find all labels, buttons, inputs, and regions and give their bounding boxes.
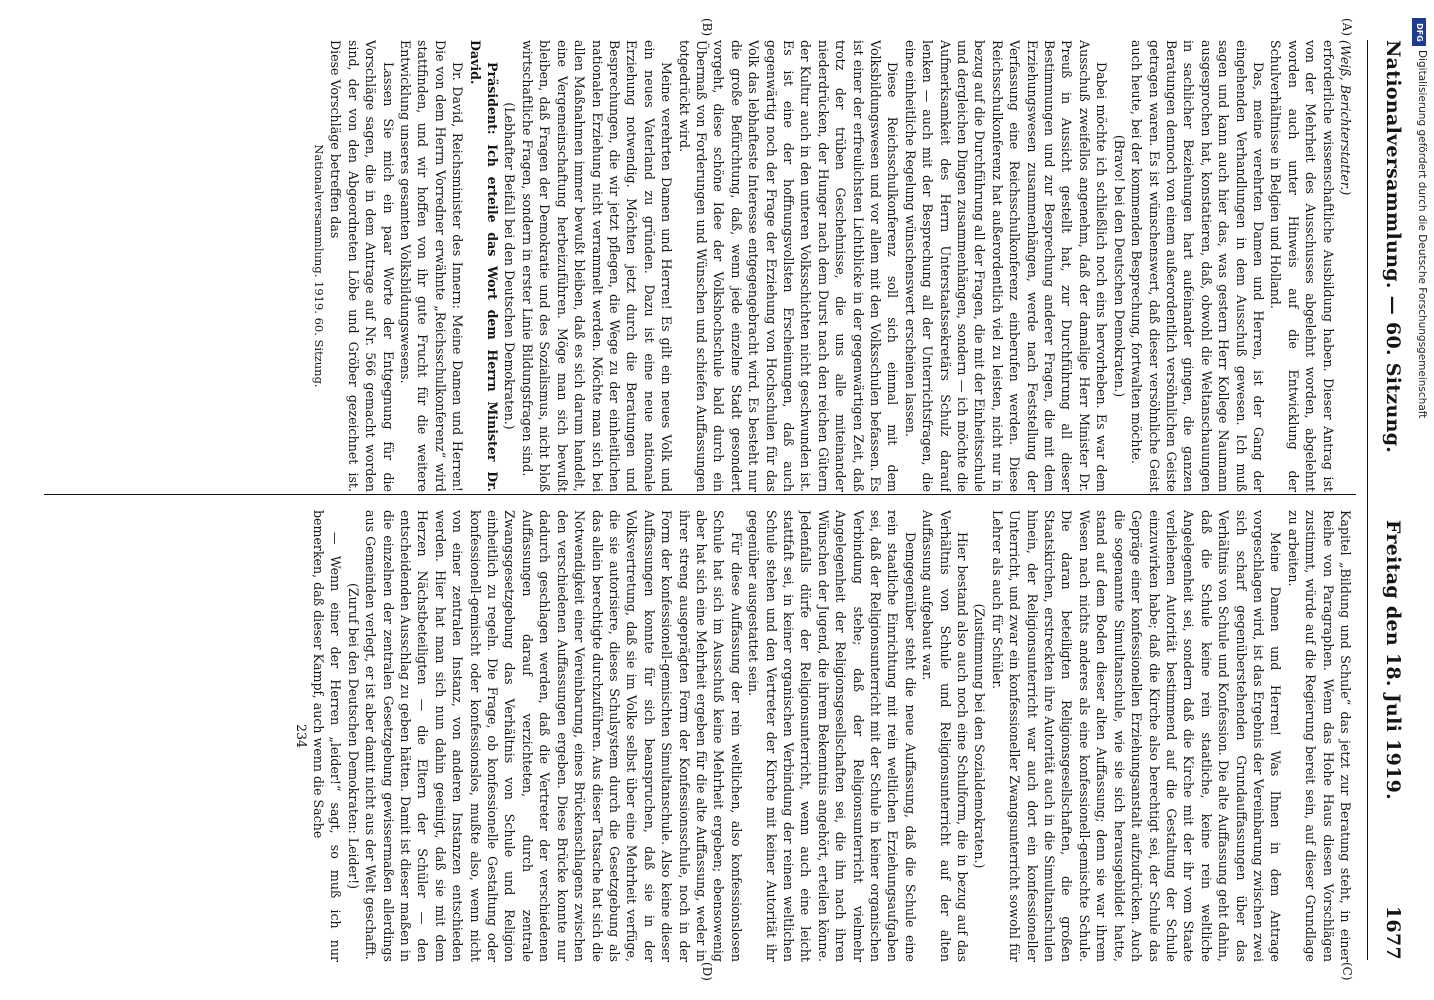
paragraph: Dabei möchte ich schließlich noch eins hervorheben. Es war dem Ausschuß zweifellos angenehm, daß der damalige Herr Minister Dr. Preuß in Aussicht gestellt hat, zur Durchführung all dieser Bestimmungen und zur Besprechung anderer Fragen, die mit dem Erziehungswesen zusammenhängen, werde nach Feststellung der Verfassung eine Reichsschulkonferenz einberufen werden. Diese Reichsschulkonferenz hat außerordentlich viel zu leisten, nicht nur in bezug auf die Durchführung all der Fragen, die mit der Einheitsschule und dergleichen Dingen zusammenhängen, sondern — ich möchte die Aufmerksamkeit des Herrn Unterstaatssekretärs Schulz darauf lenken — auch mit der Besprechung all der Unterrichtsfragen, die eine einheitliche Regelung wünschenswert erscheinen lassen. (902, 40, 1110, 492)
paragraph: Dr. David, Reichsminister des Innern: Meine Damen und Herren! Die von dem Herrn Vorredner erwähnte „Reichsschulkonferenz“ wird stattfinden, und wir hoffen von ihr gute Frucht für die weitere Entwicklung unseres gesamten Volksbildungswesens. (398, 40, 466, 492)
paragraph: Diese Reichsschulkonferenz soll sich einmal mit dem Volksbildungswesen und vor allem mit den Volksschulen befassen. Es ist einer der erfreulichsten Lichtblicke in der gegenwärtigen Zeit, daß trotz der trüben Geschehnisse, die uns alle miteinander niederdrücken, der Hunger nach dem Durst nach den reichen Gütern der Kultur auch in den unteren Volksschichten nicht geschwunden ist. Es ist eine der hoffnungsvollsten Erscheinungen, daß auch gegenwärtig noch der Frage der Erziehung von Hochschulen für das Volk das lebhafteste Interesse entgegengebracht wird. Es besteht nur die große Befürchtung, daß, wenn jede einzelne Stadt gesondert vorgeht, diese schöne Idee der Volkshochschule bald durch ein Übermaß von Forderungen und Wünschen und schiefen Auffassungen totgedrückt wird. (676, 40, 901, 492)
paragraph: Lassen Sie mich ein paar Worte der Entgegnung für die Vorschläge sagen, die in dem Antrage auf Nr. 566 gemacht worden sind, der von den Abgeordneten Löbe und Gröber gezeichnet ist. Diese Vorschläge betreffen das (328, 40, 396, 492)
header-date: Freitag den 18. Juli 1919. (1382, 520, 1404, 801)
interjection: (Zustimmung bei den Sozialdemokraten.) (972, 603, 988, 869)
left-footer: Nationalversammlung. 1919. 60. Sitzung. (312, 144, 327, 388)
dfg-logo (1412, 18, 1426, 46)
header-rule (1367, 40, 1368, 960)
header-assembly: Nationalversammlung. — 60. Sitzung. (1382, 40, 1404, 454)
paragraph: Das, meine verehrten Damen und Herren, ist der Gang der eingehenden Verhandlungen in dem Ausschuß gewesen. Ich muß sagen und kann auch hier das, was gestern Herr Kollege Naumann ausgesprochen hat, konstatieren, daß, obwohl die Weltanschauungen in sachlicher Beziehungen hart aufeinander gingen, die ganzen Beratungen dennoch von einem außerordentlich versöhnlichen Geiste getragen waren. Es ist wünschenswert, daß dieser versöhnliche Geist auch heute, bei der kommenden Besprechung, fortwalten möchte. (1129, 40, 1266, 492)
paragraph: erforderliche wissenschaftliche Ausbildung haben. Dieser Antrag ist von der Mehrheit des Ausschusses abgelehnt worden, abgelehnt worden auch unter Hinweis auf die Entwicklung der Schulverhältnisse in Belgien und Holland. (1268, 40, 1336, 492)
digitization-sidebar (1410, 10, 1428, 790)
right-footer: 234 (293, 723, 309, 749)
paragraph: Kapitel „Bildung und Schule“ das jetzt zur Beratung steht, in einer Reihe von Paragraphen. Wenn das Hohe Haus diesen Vorschlägen zustimmt, würde auf die Regierung bereit sein, auf dieser Grundlage zu arbeiten. (1285, 510, 1353, 962)
header-page-number: 1677 (1382, 905, 1404, 960)
margin-marker-d: (D) (700, 962, 714, 981)
page-header (1370, 40, 1404, 960)
paragraph: Für diese Auffassung der rein weltlichen, also konfessionslosen Schule hat sich im Ausschuß keine Mehrheit ergeben; ebensowenig aber hat sich eine Mehrheit ergeben für die alte Auffassung, weder in ihrer streng ausgeprägten Form der Konfessionsschule, noch in der Form der konfessionell-gemischten Simultanschule. Also keine dieser Auffassungen konnte für sich beanspruchen, daß sie in der Volksvertretung, daß sie im Volke selbst über eine Mehrheit verfüge, die sie autorisiere, dieses Schulsystem durch die Gesetzgebung als das allein berechtigte durchzuführen. Aus dieser Tatsache hat sich die Notwendigkeit einer Vereinbarung, eines Brückenschlagens zwischen den verschiedenen Auffassungen ergeben. Diese Brücke konnte nur dadurch geschlagen werden, daß die Vertreter der verschiedenen Auffassungen darauf verzichteten, durch zentrale Zwangsgesetzgebung das Verhältnis von Schule und Religion einheitlich zu regeln. Die Frage, ob konfessionelle Gestaltung oder konfessionell-gemischt oder konfessionslos, mußte also, wenn nicht von einer zentralen Instanz, von anderen Instanzen entschieden werden. Hier hat man sich nun dahin geeinigt, daß sie mit dem Herzen Nächstbeteiligten — die Eltern der Schüler — den entscheidenden Ausschlag zu geben hätten. Damit ist dieser maßen in die einzelnen der zentralen Gesetzgebung gewissermaßen allerdings aus Gemeinden verlegt, er ist aber damit nicht aus der Welt geschafft. (363, 510, 744, 962)
margin-marker-b: (B) (700, 18, 714, 37)
column-divider (44, 494, 1356, 495)
president-line: Präsident: Ich erteile das Wort dem Herrn Minister Dr. David. (467, 40, 501, 492)
paragraph: Hier bestand also auch noch eine Schulform, die in bezug auf das Verhältnis von Schule und Religionsunterricht auf der alten Auffassung aufgebaut war. (920, 510, 971, 962)
paragraph: Demgegenüber steht die neue Auffassung, daß die Schule eine rein staatliche Einrichtung mit rein weltlichen Erziehungsaufgaben sei, daß der Religionsunterricht mit der Schule in keiner organischen Verbindung stehe; daß der Religionsunterricht vielmehr Angelegenheit der Religionsgesellschaften sei, die ihn nach ihren Wünschen der Jugend, die ihrem Bekenntnis angehört, erteilen könne. Jedenfalls dürfe der Religionsunterricht, wenn auch eine leicht stattfaft sei, in keiner organischen Verbindung der reinen weltlichen Schule stehen und den Vertreter der Kirche mit keiner Autorität ihr gegenüber ausgestattet sein. (746, 510, 918, 962)
digitization-note: Digitalisierung gefördert durch die Deutsche Forschungsgemeinschaft (1416, 50, 1428, 419)
interjection: (Bravo! bei den Deutschen Demokraten.) (1111, 134, 1127, 398)
right-column (44, 510, 1354, 962)
paragraph: — Wenn einer der Herren „leider!“ sagt, so muß ich nur bemerken, daß dieser Kampf, auch wenn die Sache (311, 510, 344, 962)
dfg-logo-text: DFG (1414, 22, 1424, 42)
paragraph: Meine verehrten Damen und Herren! Es gilt ein neues Volk und ein neues Vaterland zu gründen. Dazu ist eine neue nationale Erziehung notwendig. Möchten jetzt durch die Beratungen und Besprechungen, die wir jetzt pflegen, die Wege zu der einheitlichen nationalen Erziehung nicht verrammelt werden. Möchte man sich bei allen Maßnahmen immer bewußt bleiben, daß es sich darum handelt, eine Vergemeinschaftung herbeizuführen. Möge man sich bewußt bleiben, daß Fragen der Demokratie und des Sozialismus, nicht bloß wirtschaftliche Fragen, sondern in erster Linie Bildungsfragen sind. (519, 40, 675, 492)
margin-marker-a: (A) (1340, 18, 1354, 37)
interjection: (Lebhafter Beifall bei den Deutschen Demokraten.) (502, 102, 518, 430)
speaker-note: (Weiß, Berichterstatter.) (1338, 40, 1353, 196)
paragraph: Meine Damen und Herren! Was Ihnen in dem Antrage vorgeschlagen wird, ist das Ergebnis der Vereinbarung zwischen zwei sich scharf gegenüberstehenden Grundauffassungen über das Verhältnis von Schule und Konfession. Die alte Auffassung geht dahin, daß die Schule keine rein staatliche, keine rein weltliche Angelegenheit sei, sondern daß die Kirche mit der ihr vom Staate verliehenen Autorität bestimmend auf die Gestaltung der Schule einzuwirken habe; daß die Kirche also berechtigt sei, der Schule das Gepräge einer konfessionellen Erziehungsanstalt aufzudrücken. Auch die sogenannte Simultanschule, wie sie sich herausgebildet hatte, stand auf dem Boden dieser alten Auffassung; denn sie war ihrem Wesen nach nichts anderes als eine konfessionell-gemischte Schule. Die daran beteiligten Religionsgesellschaften, die großen Staatskirchen, erstreckten ihre Autorität auch in die Simultanschulen hinein, der Religionsunterricht war auch dort ein konfessioneller Unterricht, und zwar ein konfessioneller Zwangsunterricht sowohl für Lehrer als auch für Schüler. (989, 510, 1284, 962)
margin-marker-c: (C) (1340, 962, 1354, 981)
left-column (44, 40, 1354, 492)
interjection: (Zuruf bei den Deutschen Demokraten: Leider!) (345, 582, 361, 890)
